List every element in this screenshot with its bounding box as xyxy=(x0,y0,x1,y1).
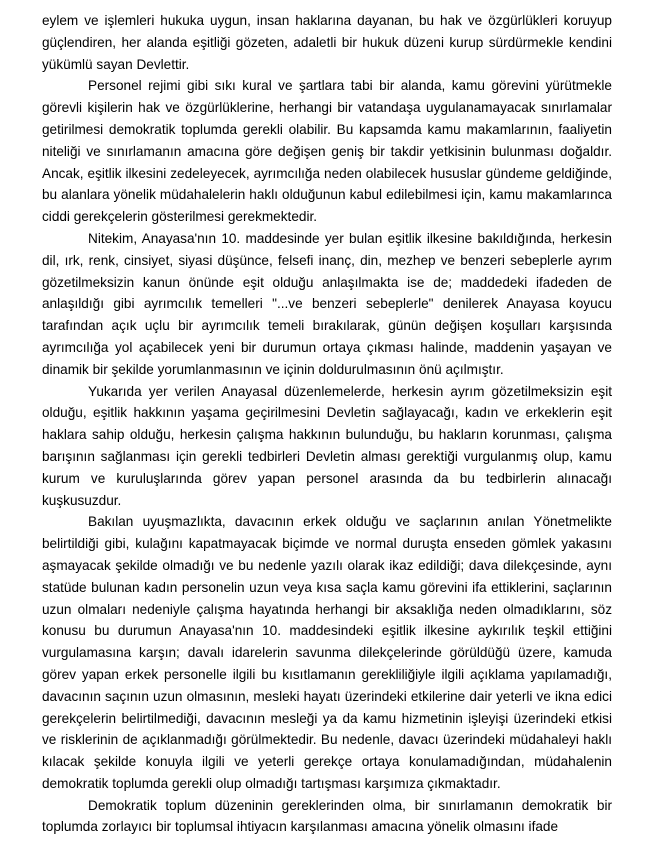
paragraph-4: Yukarıda yer verilen Anayasal düzenlemelerde, herkesin ayrım gözetilmeksizin eşit olduğu, eşitlik hakkının yaşama geçirilmesini Devletin sağlayacağı, kadın ve erkeklerin eşit haklara sahip olduğu, herkesin çalışma hakkının bulunduğu, bu hakların korunması, çalışma barışının sağlanması için gerekli tedbirleri Devletin alması gerektiği vurgulanmış olup, kamu kurum ve kuruluşlarında görev yapan personel arasında da bu tedbirlerin alınacağı kuşkusuzdur. xyxy=(42,383,612,508)
paragraph-1: eylem ve işlemleri hukuka uygun, insan haklarına dayanan, bu hak ve özgürlükleri koruyup güçlendiren, her alanda eşitliği gözeten, adaletli bir hukuk düzeni kurup sürdürmekle kendini yükümlü sayan Devlettir. xyxy=(42,13,612,72)
paragraph-6: Demokratik toplum düzeninin gereklerinden olma, bir sınırlamanın demokratik bir toplumda zorlayıcı bir toplumsal ihtiyacın karşılanması amacına yönelik olmasını ifade xyxy=(42,797,612,835)
paragraph-5: Bakılan uyuşmazlıkta, davacının erkek olduğu ve saçlarının anılan Yönetmelikte belirtildiği gibi, kulağını kapatmayacak biçimde ve normal duruşta enseden gömlek yakasını aşmayacak şekilde olmadığı ve bu nedenle yazılı olarak ikaz edildiği; dava dilekçesinde, aynı statüde bulunan kadın personelin uzun veya kısa saçla kamu görevini ifa ettiklerini, saçlarının uzun olmaları nedeniyle çalışma hayatında herhangi bir aksaklığa neden olmadıklarını, söz konusu bu durumun Anayasa'nın 10. maddesindeki eşitlik ilkesine aykırılık teşkil ettiğini vurgulamasına karşın; davalı idarelerin savunma dilekçelerinde görüldüğü üzere, kamuda görev yapan erkek personelle ilgili bu kısıtlamanın gerekliliğiyle ilgili açıklama yapılamadığı, davacının saçının uzun olmasının, mesleki hayatı üzerindeki etkilerine dair yeterli ve ikna edici gerekçelerin belirtilmediği, davacının mesleği ya da kamu hizmetinin işleyişi üzerindeki etkisi ve risklerinin de açıklanmadığı görülmektedir. Bu nedenle, davacı üzerindeki müdahaleyi haklı kılacak şekilde konuyla ilgili ve yeterli gerekçe ortaya konulamadığından, müdahalenin demokratik toplumda gerekli olup olmadığı tartışması karşımıza çıkmaktadır. xyxy=(42,514,612,791)
paragraph-2: Personel rejimi gibi sıkı kural ve şartlara tabi bir alanda, kamu görevini yürütmekle görevli kişilerin hak ve özgürlüklerine, herhangi bir vatandaşa uygulanamayacak sınırlamalar getirilmesi demokratik toplumda gerekli olabilir. Bu kapsamda kamu makamlarının, faaliyetin niteliği ve sınırlamanın amacına göre değişen geniş bir takdir yetkisinin bulunması doğaldır. Ancak, eşitlik ilkesini zedeleyecek, ayrımcılığa neden olabilecek hususlar gündeme geldiğinde, bu alanlara yönelik müdahalelerin haklı olduğunun kabul edilebilmesi için, kamu makamlarınca ciddi gerekçelerin gösterilmesi gerekmektedir. xyxy=(42,78,612,225)
paragraph-3: Nitekim, Anayasa'nın 10. maddesinde yer bulan eşitlik ilkesine bakıldığında, herkesin dil, ırk, renk, cinsiyet, siyasi düşünce, felsefi inanç, din, mezhep ve benzeri sebeplerle ayrım gözetilmeksizin kanun önünde eşit olduğu anlaşılmakta ise de; maddedeki ifadeden de anlaşıldığı gibi ayrımcılık temelleri "...ve benzeri sebeplerle" denilerek Anayasa koyucu tarafından açık uçlu bir ayrımcılık temeli bırakılarak, günün değişen koşulları karşısında ayrımcılığa yol açabilecek yeni bir durumun ortaya çıkması halinde, maddenin yaşayan ve dinamik bir şekilde yorumlanmasının ve içinin doldurulmasının önü açılmıştır. xyxy=(42,230,612,377)
